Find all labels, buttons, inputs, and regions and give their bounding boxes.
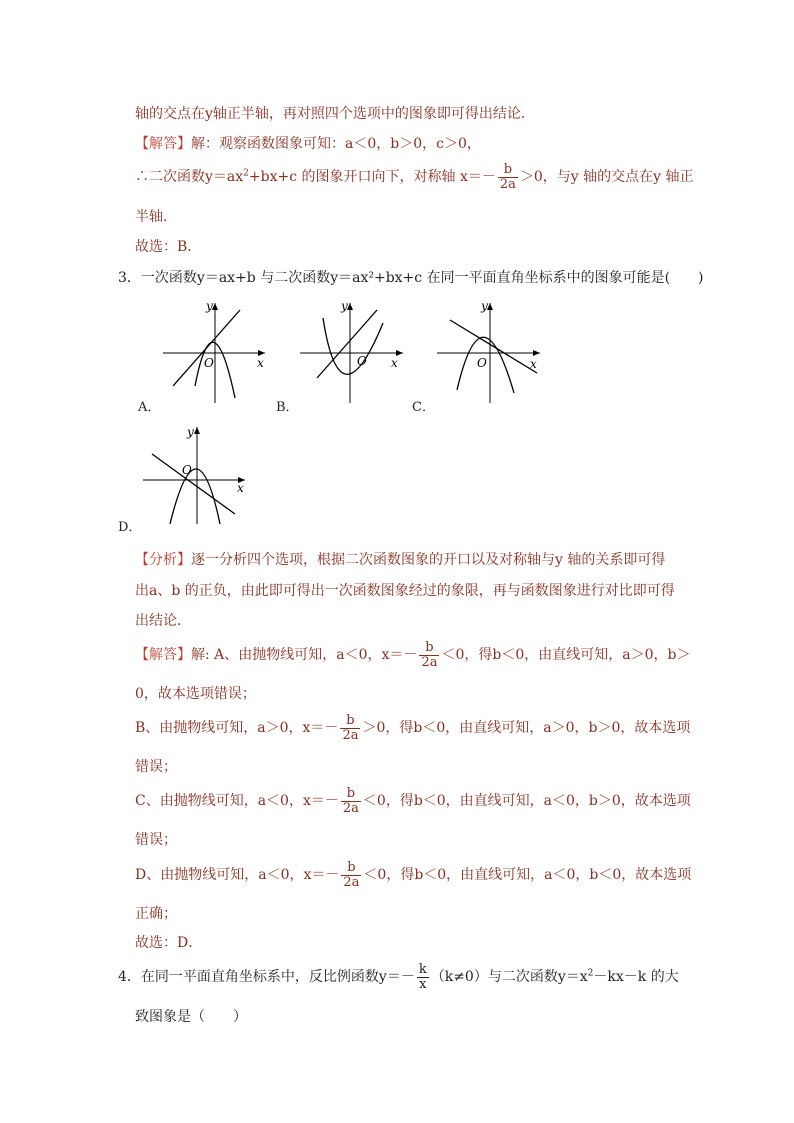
graph-d-origin: O	[182, 463, 192, 477]
q2-answer-line	[135, 134, 481, 154]
answer-tag: 【解答】	[135, 136, 191, 152]
q3-answer-b-cont: 错误；	[135, 759, 177, 775]
q4-mid1: （k≠0）与二次函数y＝x	[430, 969, 588, 985]
answer-b-pre: B、由抛物线可知，a＞0，x＝－	[135, 720, 339, 736]
option-b-label: B．	[276, 400, 299, 415]
q2-text-line3	[135, 162, 694, 192]
option-c-label: C．	[412, 400, 435, 415]
answer-a-pre: 解: A、由抛物线可知，a＜0，x＝－	[191, 647, 418, 663]
answer-text: 解：观察函数图象可知：a＜0，b＞0，c＞0，	[191, 136, 481, 152]
q3-answer-d	[135, 860, 691, 890]
superscript-2: 2	[243, 168, 249, 179]
q2-line3-mid: +bx+c 的图象开口向下，对称轴 x＝－	[248, 169, 496, 185]
q4-stem-line1	[118, 962, 679, 992]
graph-d	[140, 424, 255, 529]
q3-analysis-line1	[135, 550, 665, 570]
graph-b-y-label: y	[341, 299, 348, 313]
graph-c-origin: O	[477, 356, 487, 370]
graph-c	[432, 298, 547, 410]
q4-mid2: －kx－k 的大	[593, 969, 679, 985]
answer-c-post: ＜0，得b＜0，由直线可知，a＜0，b＞0，故本选项	[362, 793, 691, 809]
option-a-label: A．	[138, 400, 161, 415]
answer-d-pre: D、由抛物线可知，a＜0，x＝－	[135, 867, 340, 883]
answer-a-post: ＜0，得b＜0，由直线可知，a＞0，b＞	[441, 647, 691, 663]
q4-stem-line2: 致图象是（ ）	[135, 1009, 247, 1025]
graph-c-x-label: x	[530, 357, 537, 371]
q3-answer-c-cont: 错误；	[135, 832, 177, 848]
answer-tag-q3: 【解答】	[135, 647, 191, 663]
q3-answer-a	[135, 640, 690, 670]
graph-b	[295, 298, 410, 410]
analysis-text-1: 逐一分析四个选项，根据二次函数图象的开口以及对称轴与y 轴的关系即可得	[191, 552, 666, 568]
fraction-b-over-2a: $\frac{b}{2a}$	[499, 161, 516, 192]
fraction-b-over-2a: $\frac{b}{2a}$	[343, 859, 360, 890]
analysis-tag: 【分析】	[135, 552, 191, 568]
option-d-label: D．	[118, 520, 142, 535]
fraction-b-over-2a: $\frac{b}{2a}$	[421, 639, 438, 670]
graph-c-y-label: y	[481, 299, 488, 313]
q2-text-line1: 轴的交点在y轴正半轴，再对照四个选项中的图象即可得出结论．	[135, 106, 535, 122]
q2-choice: 故选：B．	[135, 239, 202, 255]
q2-text-line4: 半轴．	[135, 209, 177, 225]
q3-answer-b	[135, 713, 690, 743]
graph-a-origin: O	[204, 356, 214, 370]
answer-c-pre: C、由抛物线可知，a＜0，x＝－	[135, 793, 339, 809]
q2-line3-pre: ∴二次函数y＝ax	[135, 169, 244, 185]
q3-analysis-line3: 出结论．	[135, 613, 191, 629]
graph-a-y-label: y	[206, 299, 213, 313]
q3-answer-d-cont: 正确；	[135, 906, 177, 922]
q3-stem: 3．一次函数y＝ax+b 与二次函数y＝ax²+bx+c 在同一平面直角坐标系中的图象可能是( )	[118, 270, 704, 286]
fraction-k-over-x: $\frac{k}{x}$	[418, 961, 427, 992]
graph-d-x-label: x	[237, 481, 244, 495]
q3-answer-a-cont: 0，故本选项错误；	[135, 686, 256, 702]
q3-choice: 故选：D．	[135, 935, 203, 951]
fraction-b-over-2a: $\frac{b}{2a}$	[342, 712, 359, 743]
answer-b-post: ＞0，得b＜0，由直线可知，a＞0，b＞0，故本选项	[362, 720, 691, 736]
graph-d-y-label: y	[187, 425, 194, 439]
fraction-b-over-2a: $\frac{b}{2a}$	[342, 785, 359, 816]
graph-a-x-label: x	[257, 356, 264, 370]
graph-a	[155, 298, 270, 410]
graph-b-x-label: x	[391, 356, 398, 370]
q3-answer-c	[135, 786, 691, 816]
q3-analysis-line2: 出a、b 的正负，由此即可得出一次函数图象经过的象限，再与函数图象进行对比即可得	[135, 583, 675, 599]
q2-line3-post: ＞0，与y 轴的交点在y 轴正	[519, 169, 694, 185]
graph-b-origin: O	[357, 354, 367, 368]
q4-pre: 4．在同一平面直角坐标系中，反比例函数y＝－	[118, 969, 415, 985]
answer-d-post: ＜0，得b＜0，由直线可知，a＜0，b＜0，故本选项	[363, 867, 692, 883]
superscript-2: 2	[587, 968, 594, 979]
